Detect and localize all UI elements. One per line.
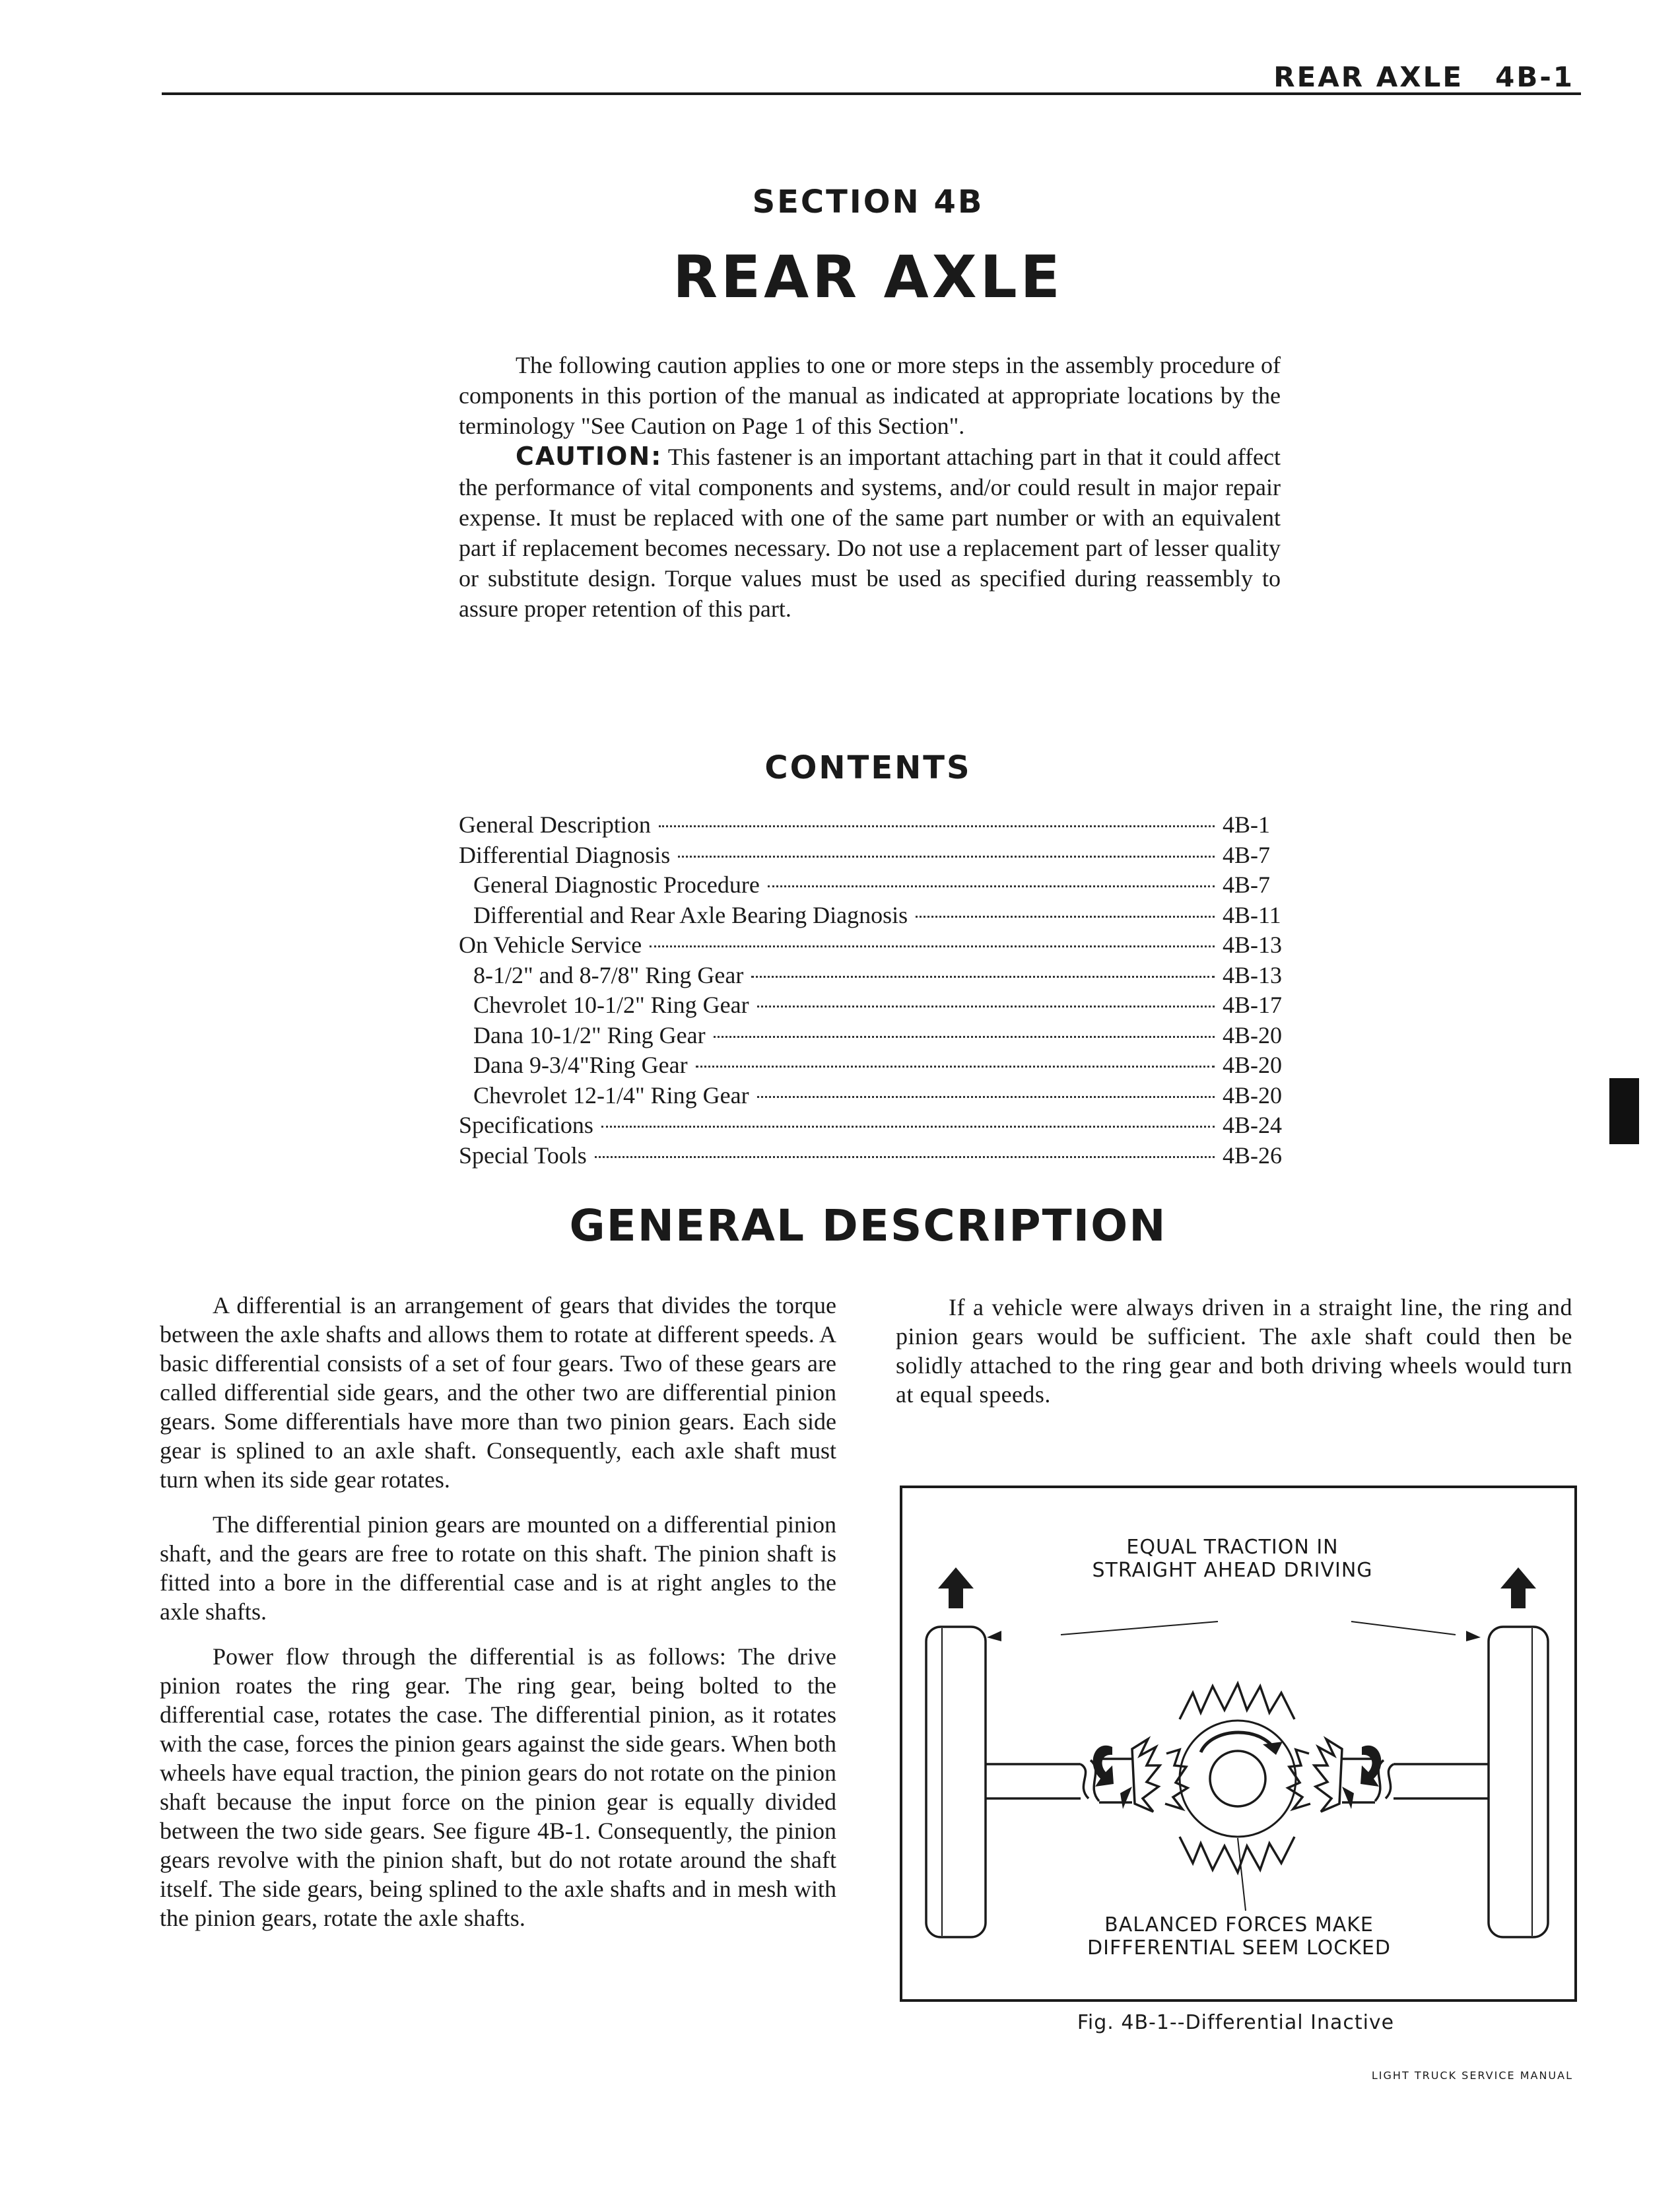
toc-leader	[757, 1006, 1215, 1008]
section-thumb-tab	[1609, 1078, 1639, 1144]
toc-item-general-diagnostic-procedure[interactable]	[459, 871, 1292, 901]
section-title: REAR AXLE	[673, 243, 1063, 311]
toc-label: Special Tools	[459, 1142, 587, 1169]
toc-label: On Vehicle Service	[459, 932, 642, 958]
toc-item-on-vehicle-service[interactable]	[459, 931, 1292, 961]
toc-item-bearing-diagnosis[interactable]	[459, 901, 1292, 932]
right-column	[896, 1293, 1572, 1409]
toc-label: Chevrolet 10-1/2" Ring Gear	[473, 992, 749, 1018]
toc-leader	[916, 916, 1215, 918]
toc-page: 4B-17	[1223, 992, 1282, 1018]
figure-top-label-line2: STRAIGHT AHEAD DRIVING	[1092, 1559, 1373, 1582]
differential-figure	[900, 1486, 1577, 2002]
toc-leader	[678, 856, 1215, 858]
toc-page: 4B-24	[1223, 1112, 1282, 1138]
upper-pinion-teeth	[1180, 1684, 1294, 1719]
right-wheel	[1489, 1627, 1548, 1937]
toc-leader	[757, 1096, 1215, 1098]
caution-paragraph	[459, 441, 1281, 624]
right-axle-shaft	[1394, 1764, 1489, 1798]
right-shaft-rotation-arrow	[1361, 1746, 1381, 1787]
section-label: SECTION 4B	[752, 184, 984, 221]
toc-label: General Description	[459, 811, 651, 838]
figure-bottom-label-line2: DIFFERENTIAL SEEM LOCKED	[1087, 1936, 1391, 1960]
intro-paragraph: The following caution applies to one or more steps in the assembly procedure of components in this portion of the manual as indicated at appropriate locations by the terminology "See Caution on Page 1 of this Section".	[459, 352, 1281, 439]
right-arrow-up	[1500, 1567, 1536, 1608]
toc-label: Dana 10-1/2" Ring Gear	[473, 1021, 706, 1048]
body-paragraph: The differential pinion gears are mounted on a differential pinion shaft, and the gears are free to rotate on this shaft. The pinion shaft is fitted into a bore in the differential case and is at right angles to the axle shafts.	[160, 1511, 836, 1625]
caution-label: CAUTION:	[516, 442, 663, 471]
toc-page: 4B-7	[1223, 841, 1270, 868]
toc-page: 4B-1	[1223, 811, 1270, 838]
toc-item-general-description[interactable]	[459, 811, 1292, 841]
toc-leader	[650, 945, 1215, 947]
left-shaft-rotation-arrow	[1093, 1746, 1114, 1787]
toc-page: 4B-13	[1223, 961, 1282, 988]
left-side-gear	[1132, 1739, 1160, 1812]
toc-item-differential-diagnosis[interactable]	[459, 841, 1292, 872]
left-column	[160, 1291, 836, 1948]
toc-label: General Diagnostic Procedure	[473, 872, 760, 898]
toc-label: Differential and Rear Axle Bearing Diagnosis	[473, 901, 908, 928]
gear-hub	[1210, 1751, 1265, 1806]
toc-page: 4B-20	[1223, 1052, 1282, 1078]
right-side-gear	[1314, 1739, 1342, 1812]
running-head	[1273, 61, 1574, 93]
toc-page: 4B-20	[1223, 1021, 1282, 1048]
caution-text: This fastener is an important attaching part in that it could affect the performance of vital components and systems, and/or could result in major repair expense. It must be replaced with one of the same part number or with an equivalent part if replacement becomes necessary. Do not use a replacement part of lesser quality or substitute design. Torque values must be used as specified during reassembly to assure proper retention of this part.	[459, 444, 1281, 622]
figure-bottom-label	[1067, 1913, 1411, 1960]
left-arrow-up	[938, 1567, 974, 1608]
toc-label: Chevrolet 12-1/4" Ring Gear	[473, 1081, 749, 1109]
toc-label: Dana 9-3/4"Ring Gear	[473, 1052, 688, 1078]
body-paragraph: If a vehicle were always driven in a straight line, the ring and pinion gears would be sufficient. The axle shaft could then be solidly attached to the ring gear and both driving wheels would turn at equal speeds.	[896, 1294, 1572, 1408]
toc-page: 4B-13	[1223, 932, 1282, 958]
caution-intro	[459, 350, 1281, 624]
toc-item-dana-10-1-2-ring-gear[interactable]	[459, 1021, 1292, 1052]
toc-leader	[768, 885, 1215, 887]
table-of-contents	[459, 811, 1292, 1171]
figure-caption: Fig. 4B-1--Differential Inactive	[1077, 2011, 1395, 2034]
footer: LIGHT TRUCK SERVICE MANUAL	[1371, 2069, 1573, 2082]
toc-label: 8-1/2" and 8-7/8" Ring Gear	[473, 961, 744, 988]
figure-top-label-line1: EQUAL TRACTION IN	[1126, 1536, 1339, 1559]
left-axle-shaft	[986, 1764, 1081, 1798]
toc-item-specifications[interactable]	[459, 1111, 1292, 1142]
toc-leader	[659, 825, 1215, 827]
toc-label: Specifications	[459, 1112, 593, 1138]
toc-leader	[751, 976, 1215, 978]
toc-item-chevrolet-10-1-2-ring-gear[interactable]	[459, 991, 1292, 1021]
figure-top-label	[1067, 1536, 1397, 1582]
toc-page: 4B-11	[1223, 901, 1281, 928]
toc-label: Differential Diagnosis	[459, 841, 671, 868]
toc-page: 4B-7	[1223, 872, 1270, 898]
body-paragraph: Power flow through the differential is as follows: The drive pinion roates the ring gear. The ring gear, being bolted to the differential case, rotates the case. The differential pinion, as it rotates with the case, forces the pinion gears against the side gears. When both wheels have equal traction, the pinion gears do not rotate on the pinion shaft because the input force on the pinion gear is equally divided between the two side gears. See figure 4B-1. Consequently, the pinion gears revolve with the pinion shaft, but do not rotate around the shaft itself. The side gears, being splined to the axle shafts and in mesh with the pinion gears, rotate the axle shafts.	[160, 1643, 837, 1931]
toc-leader	[714, 1036, 1215, 1038]
general-description-heading: GENERAL DESCRIPTION	[569, 1200, 1167, 1251]
toc-page: 4B-20	[1223, 1081, 1282, 1109]
page-number: 4B-1	[1495, 61, 1574, 93]
figure-bottom-label-line1: BALANCED FORCES MAKE	[1104, 1913, 1374, 1936]
toc-item-dana-9-3-4-ring-gear[interactable]	[459, 1051, 1292, 1081]
body-paragraph: A differential is an arrangement of gears that divides the torque between the axle shafts and allows them to rotate at different speeds. A basic differential consists of a set of four gears. Two of these gears are called differential side gears, and the other two are differential pinion gears. Some differentials have more than two pinion gears. Each side gear is splined to an axle shaft. Consequently, each axle shaft must turn when its side gear rotates.	[160, 1292, 836, 1493]
ring-gear	[1180, 1721, 1296, 1837]
toc-item-special-tools[interactable]	[459, 1142, 1292, 1172]
toc-leader	[595, 1156, 1215, 1158]
contents-title: CONTENTS	[764, 749, 972, 786]
lower-pinion-teeth	[1180, 1837, 1294, 1872]
toc-item-8-1-2-ring-gear[interactable]	[459, 961, 1292, 992]
toc-leader	[601, 1126, 1215, 1128]
toc-item-chevrolet-12-1-4-ring-gear[interactable]	[459, 1081, 1292, 1112]
toc-page: 4B-26	[1223, 1142, 1282, 1169]
left-wheel	[926, 1627, 986, 1937]
toc-leader	[696, 1066, 1215, 1068]
running-head-title: REAR AXLE	[1273, 61, 1464, 93]
